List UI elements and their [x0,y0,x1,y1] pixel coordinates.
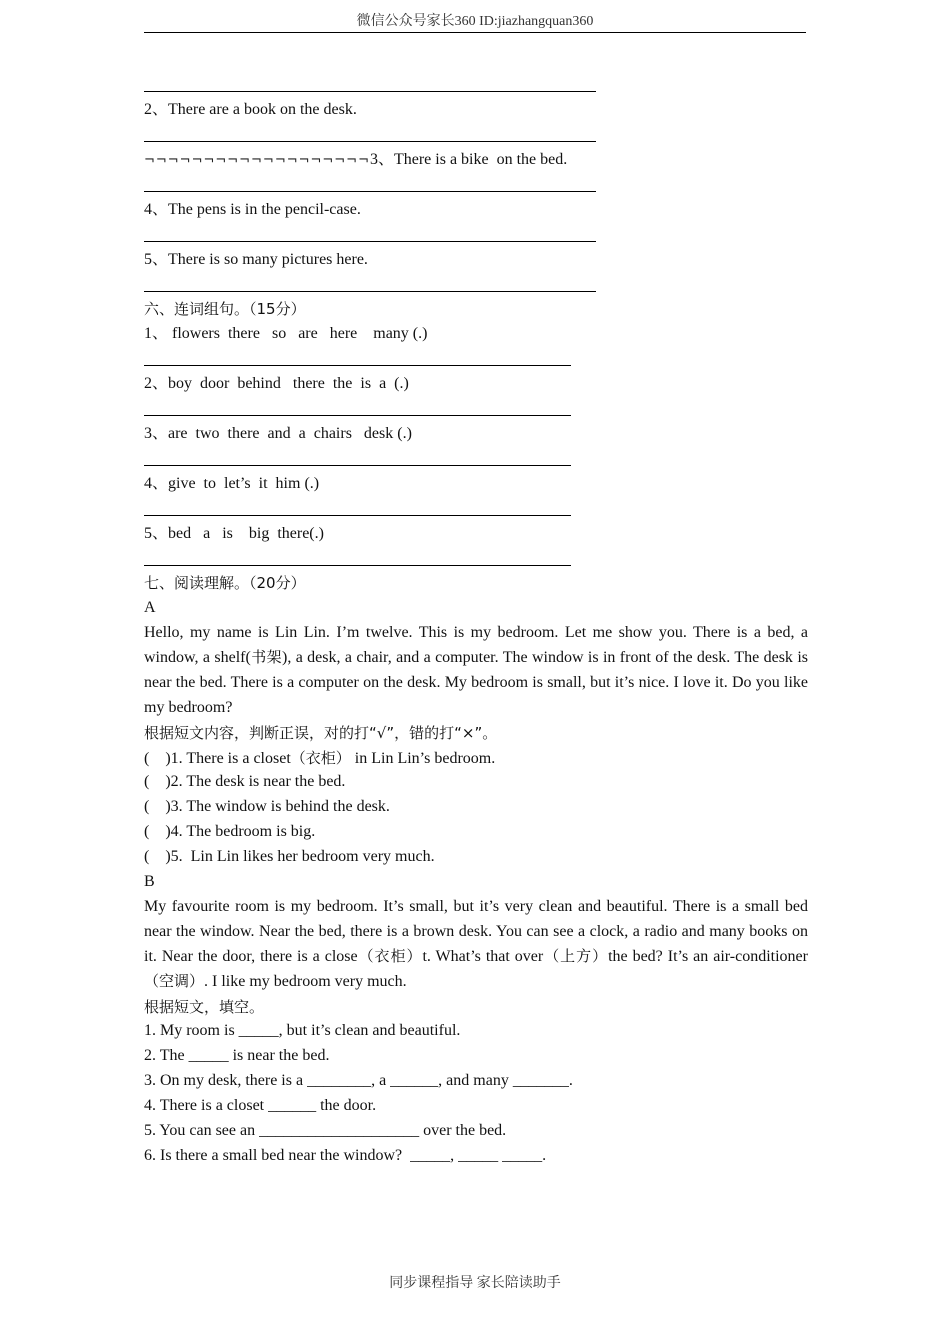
correction-item-3-text: 3、There is a bike on the bed. [369,151,568,168]
section7-title: 七、阅读理解。（20分） [144,574,306,592]
answer-line [144,365,571,366]
passage-text: . I like my bedroom very much. [204,973,407,990]
section6-item-4: 4、give to let’s it him (.) [144,475,320,492]
part-a-instruction: 根据短文内容，判断正误，对的打“√”，错的打“×”。 [144,724,498,742]
section6-item-5: 5、bed a is big there(.) [144,525,324,542]
answer-line [144,465,571,466]
answer-line [144,515,571,516]
part-b-instruction: 根据短文，填空。 [144,998,265,1016]
section6-item-2: 2、boy door behind there the is a (.) [144,375,409,392]
passage-cn-gloss: （上方） [543,947,609,965]
judge-item-text: in Lin Lin’s bedroom. [350,750,496,767]
answer-line [144,291,596,292]
part-b-label: B [144,873,155,890]
answer-line [144,565,571,566]
passage-text: My favourite room is my bedroom. It’s small, but it’s very clean and beautiful. There is a small bed near the window. Near the bed, there is a brown desk. You can see a clock, a radio and many books on it. Near the door, there is a close [144,898,808,965]
fill-item-3: 3. On my desk, there is a ________, a ______, and many _______. [144,1072,573,1089]
passage-cn-gloss: （衣柜） [357,947,423,965]
answer-line [144,141,596,142]
passage-text: ), a desk, a chair, and a computer. The window is in front of the desk. The desk is near the bed. There is a computer on the desk. My bedroom is small, but it’s nice. I love it. Do you like my bedroom? [144,649,808,716]
answer-line [144,415,571,416]
passage-cn-gloss: 书架 [250,648,282,666]
judge-item-2: ( )2. The desk is near the bed. [144,773,346,790]
judge-item-1 [144,747,495,770]
fill-item-4: 4. There is a closet ______ the door. [144,1097,377,1114]
passage-text: t. What’s that over [422,948,544,965]
fill-item-1: 1. My room is _____, but it’s clean and beautiful. [144,1022,461,1039]
correction-item-2: 2、There are a book on the desk. [144,101,357,118]
stray-marks: ¬¬¬¬¬¬¬¬¬¬¬¬¬¬¬¬¬¬¬ [144,153,370,168]
judge-item-5: ( )5. Lin Lin likes her bedroom very much. [144,848,435,865]
section6-item-3: 3、are two there and a chairs desk (.) [144,425,412,442]
fill-item-2: 2. The _____ is near the bed. [144,1047,330,1064]
answer-line [144,241,596,242]
part-b-passage [144,894,808,994]
passage-cn-gloss: （空调） [144,972,205,990]
section6-title: 六、连词组句。（15分） [144,300,306,318]
page-header: 微信公众号家长360 ID:jiazhangquan360 [144,10,806,33]
passage-text: Hello, my name is Lin Lin. I’m twelve. This is my bedroom. Let me show you. There is a bed, a window, a shelf( [144,624,808,666]
passage-text: the bed? It’s an air-conditioner [608,948,808,965]
answer-line [144,191,596,192]
correction-item-5: 5、There is so many pictures here. [144,251,368,268]
judge-item-text: ( )1. There is a closet [144,750,291,767]
page-footer: 同步课程指导 家长陪读助手 [389,1276,561,1291]
answer-line [144,91,596,92]
judge-item-3: ( )3. The window is behind the desk. [144,798,390,815]
section6-item-1: 1、 flowers there so are here many (.) [144,325,428,342]
part-a-label: A [144,599,156,616]
part-a-passage [144,620,808,720]
judge-item-cn-gloss: （衣柜） [290,749,351,767]
correction-item-3 [144,149,567,172]
fill-item-5: 5. You can see an ____________________ over the bed. [144,1122,507,1139]
fill-item-6: 6. Is there a small bed near the window? _____, _____ _____. [144,1147,547,1164]
correction-item-4: 4、The pens is in the pencil-case. [144,201,361,218]
judge-item-4: ( )4. The bedroom is big. [144,823,316,840]
